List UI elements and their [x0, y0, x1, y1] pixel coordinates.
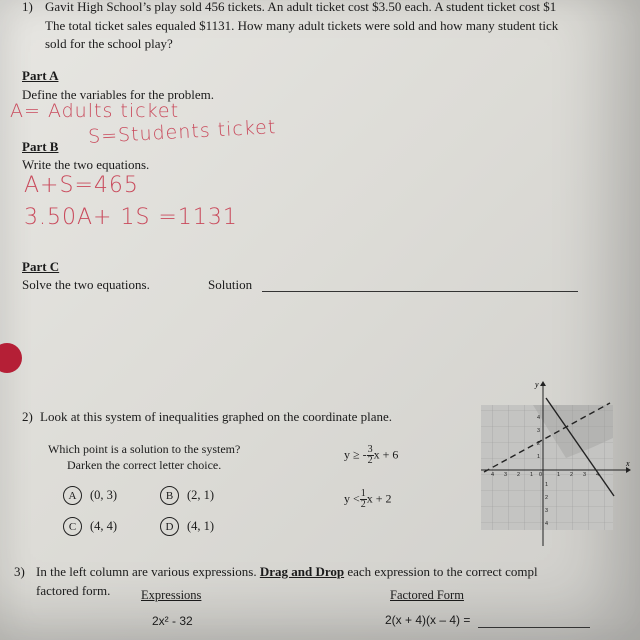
q2-number: 2) — [22, 409, 33, 424]
choice-d-value: (4, 1) — [187, 519, 215, 533]
q1-text-line3: sold for the school play? — [45, 36, 173, 51]
inequality-1-lhs: y ≥ - — [344, 447, 367, 462]
inequality-1-rhs: x + 6 — [373, 447, 399, 462]
inequality-2-lhs: y < — [344, 491, 360, 506]
choice-b-value: (2, 1) — [187, 488, 215, 502]
part-b-handwriting-1: A+S=465 — [24, 173, 139, 198]
y-tick-neg-2: 2 — [545, 495, 549, 501]
y-tick-3: 3 — [537, 428, 541, 434]
part-a-label: Part A — [22, 68, 59, 83]
q1-text-line2: The total ticket sales equaled $1131. How many adult tickets were sold and how many student tick — [45, 18, 559, 33]
expressions-column-header: Expressions — [141, 588, 202, 602]
x-tick-neg-1: 1 — [530, 472, 534, 478]
q2-prompt-2: Darken the correct letter choice. — [67, 458, 222, 472]
q3-text-part-3: each expression to the correct compl — [347, 564, 538, 579]
solution-label: Solution — [208, 277, 253, 292]
part-c-prompt: Solve the two equations. — [22, 277, 150, 292]
x-tick-4: 4 — [596, 472, 600, 478]
choice-b[interactable] — [160, 486, 214, 505]
coordinate-plane-graph — [476, 378, 634, 554]
q1-text-line1: Gavit High School’s play sold 456 tickets. An adult ticket cost $3.50 each. A student ticket cost $1 — [45, 0, 557, 14]
q2-text: Look at this system of inequalities graphed on the coordinate plane. — [40, 409, 392, 424]
x-tick-neg-4: 4 — [491, 472, 495, 478]
part-a-handwriting-1: A= Adults ticket — [10, 100, 180, 122]
x-tick-neg-2: 2 — [517, 472, 521, 478]
y-tick-neg-3: 3 — [545, 508, 549, 514]
x-tick-3: 3 — [583, 472, 587, 478]
choice-c[interactable] — [63, 517, 117, 536]
part-b-label: Part B — [22, 139, 59, 154]
q3-number: 3) — [14, 564, 25, 579]
binder-hole-punch — [0, 343, 22, 373]
part-b-prompt: Write the two equations. — [22, 157, 150, 172]
y-axis-arrow — [540, 381, 546, 386]
inequality-1-fraction: $\frac{3}{2}$ — [367, 444, 373, 466]
choice-a-bubble[interactable]: A — [63, 486, 82, 505]
factored-form-column-header: Factored Form — [390, 588, 464, 602]
inequality-2 — [344, 489, 392, 510]
factored-form-drop-target[interactable] — [478, 627, 590, 628]
part-b-handwriting-2: 3.50A+ 1S =1131 — [24, 205, 238, 230]
q3-text-line2: factored form. — [36, 583, 111, 598]
x-tick-2: 2 — [570, 472, 574, 478]
q3-text-part-1: In the left column are various expressions. — [36, 564, 257, 579]
part-c-label: Part C — [22, 259, 60, 274]
y-tick-4: 4 — [537, 415, 541, 421]
y-axis-label: y — [535, 380, 539, 389]
inequality-2-fraction: $\frac{1}{2}$ — [360, 488, 366, 510]
q2-prompt-1: Which point is a solution to the system? — [48, 442, 241, 456]
expression-item[interactable]: 2x² - 32 — [152, 614, 193, 628]
y-tick-1: 1 — [537, 454, 541, 460]
x-tick-1: 1 — [557, 472, 561, 478]
x-axis-label: x — [626, 459, 630, 468]
part-a-prompt: Define the variables for the problem. — [22, 87, 215, 102]
choice-a[interactable] — [63, 486, 117, 505]
choice-b-bubble[interactable]: B — [160, 486, 179, 505]
q3-text-line1 — [36, 564, 538, 580]
q1-number: 1) — [22, 0, 33, 14]
choice-c-value: (4, 4) — [90, 519, 118, 533]
solution-answer-line[interactable] — [262, 291, 578, 292]
origin-label: 0 — [539, 472, 543, 478]
choice-c-bubble[interactable]: C — [63, 517, 82, 536]
y-tick-2: 2 — [537, 441, 541, 447]
x-tick-neg-3: 3 — [504, 472, 508, 478]
y-tick-neg-1: 1 — [545, 482, 549, 488]
q3-drag-and-drop-emphasis: Drag and Drop — [259, 564, 345, 579]
choice-d[interactable] — [160, 517, 214, 536]
inequality-2-rhs: x + 2 — [366, 491, 392, 506]
part-a-handwriting-2: S=Students ticket — [87, 116, 277, 148]
factored-form-item: 2(x + 4)(x – 4) = — [385, 613, 471, 627]
choice-d-bubble[interactable]: D — [160, 517, 179, 536]
inequality-1 — [344, 445, 398, 466]
choice-a-value: (0, 3) — [90, 488, 118, 502]
y-tick-neg-4: 4 — [545, 521, 549, 527]
